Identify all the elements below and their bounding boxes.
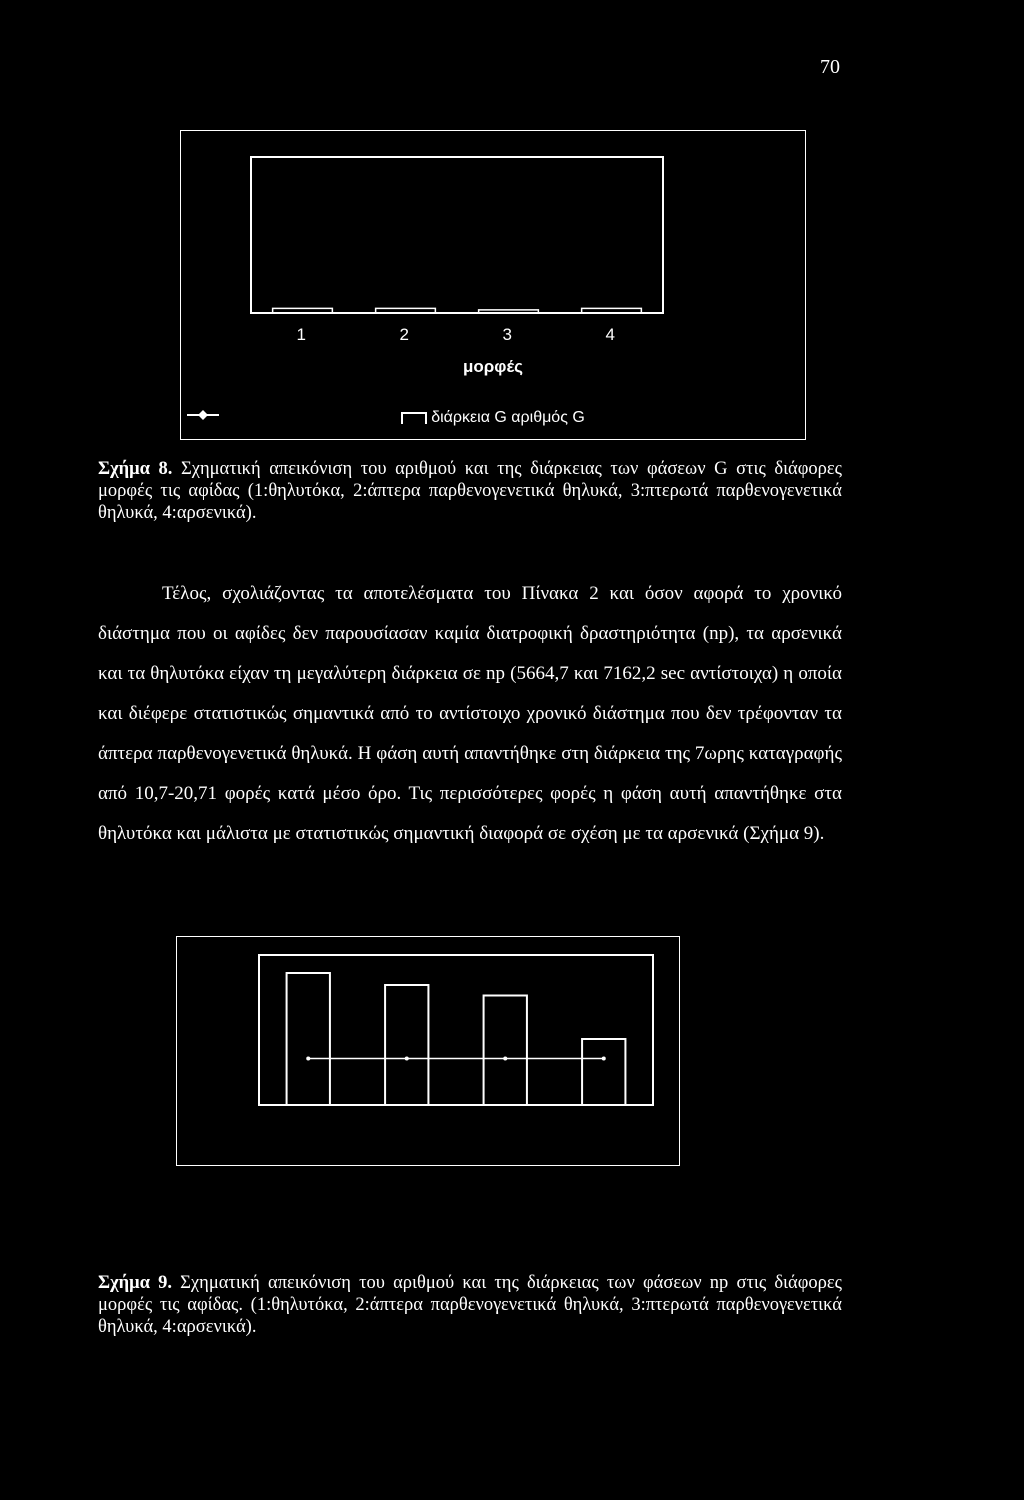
legend-line-label: αριθμός G xyxy=(511,409,585,426)
figure-9-plot xyxy=(177,937,679,1165)
figure-9-chart xyxy=(176,936,680,1166)
plot-area-frame xyxy=(259,955,653,1105)
figure-9-caption-text: Σχηματική απεικόνιση του αριθμού και της διάρκειας των φάσεων np στις διάφορες μορφές τις αφίδας. (1:θηλυτόκα, 2:άπτερα παρθενογενετικά θηλυκά, 3:πτερωτά παρθενογενετικά θηλυκά, 4:αρσενικά). xyxy=(98,1273,842,1337)
plot-area-frame xyxy=(251,157,663,313)
figure-8-caption-text: Σχηματική απεικόνιση του αριθμού και της διάρκειας των φάσεων G στις διάφορες μορφές τις αφίδας (1:θηλυτόκα, 2:άπτερα παρθενογενετικά θηλυκά, 3:πτερωτά παρθενογενετικά θηλυκά, 4:αρσενικά). xyxy=(98,459,842,523)
page-number: 70 xyxy=(820,56,840,78)
figure-8-caption-label: Σχήμα 8. xyxy=(98,459,173,479)
figure-8-caption xyxy=(98,458,842,524)
line-point-2 xyxy=(405,1057,409,1061)
legend-bar-label: διάρκεια G xyxy=(431,409,507,426)
line-point-4 xyxy=(602,1057,606,1061)
figure-9-caption-label: Σχήμα 9. xyxy=(98,1273,172,1293)
legend-bar-swatch-icon xyxy=(401,412,427,424)
figure-8-chart xyxy=(180,130,806,440)
line-point-1 xyxy=(306,1057,310,1061)
bar-2 xyxy=(385,985,428,1105)
body-paragraph: Τέλος, σχολιάζοντας τα αποτελέσματα του Πίνακα 2 και όσον αφορά το χρονικό διάστημα που οι αφίδες δεν παρουσίασαν καμία διατροφική δραστηριότητα (np), τα αρσενικά και τα θηλυτόκα είχαν τη μεγαλύτερη διάρκεια σε np (5664,7 και 7162,2 sec αντίστοιχα) η οποία και διέφερε στατιστικώς σημαντικά από το αντίστοιχο χρονικό διάστημα που δεν τρέφονταν τα άπτερα παρθενογενετικά θηλυκά. Η φάση αυτή απαντήθηκε στη διάρκεια της 7ωρης καταγραφής από 10,7-20,71 φορές κατά μέσο όρο. Τις περισσότερες φορές η φάση αυτή απαντήθηκε στα θηλυτόκα και μάλιστα με στατιστικώς σημαντική διαφορά σε σχέση με τα αρσενικά (Σχήμα 9). xyxy=(98,583,842,844)
line-point-3 xyxy=(503,1057,507,1061)
legend-line-marker-icon xyxy=(187,409,219,421)
x-tick-label-1: 1 xyxy=(296,325,306,344)
figure-8-legend xyxy=(181,409,805,427)
figure-8-xlabel: μορφές xyxy=(463,357,523,376)
x-tick-label-3: 3 xyxy=(502,325,512,344)
figure-9-caption xyxy=(98,1272,842,1338)
x-tick-label-2: 2 xyxy=(399,325,409,344)
bar-1 xyxy=(287,973,330,1105)
figure-8-plot xyxy=(181,131,805,439)
bar-4 xyxy=(582,1039,625,1105)
x-tick-label-4: 4 xyxy=(605,325,615,344)
bar-3 xyxy=(484,996,527,1106)
